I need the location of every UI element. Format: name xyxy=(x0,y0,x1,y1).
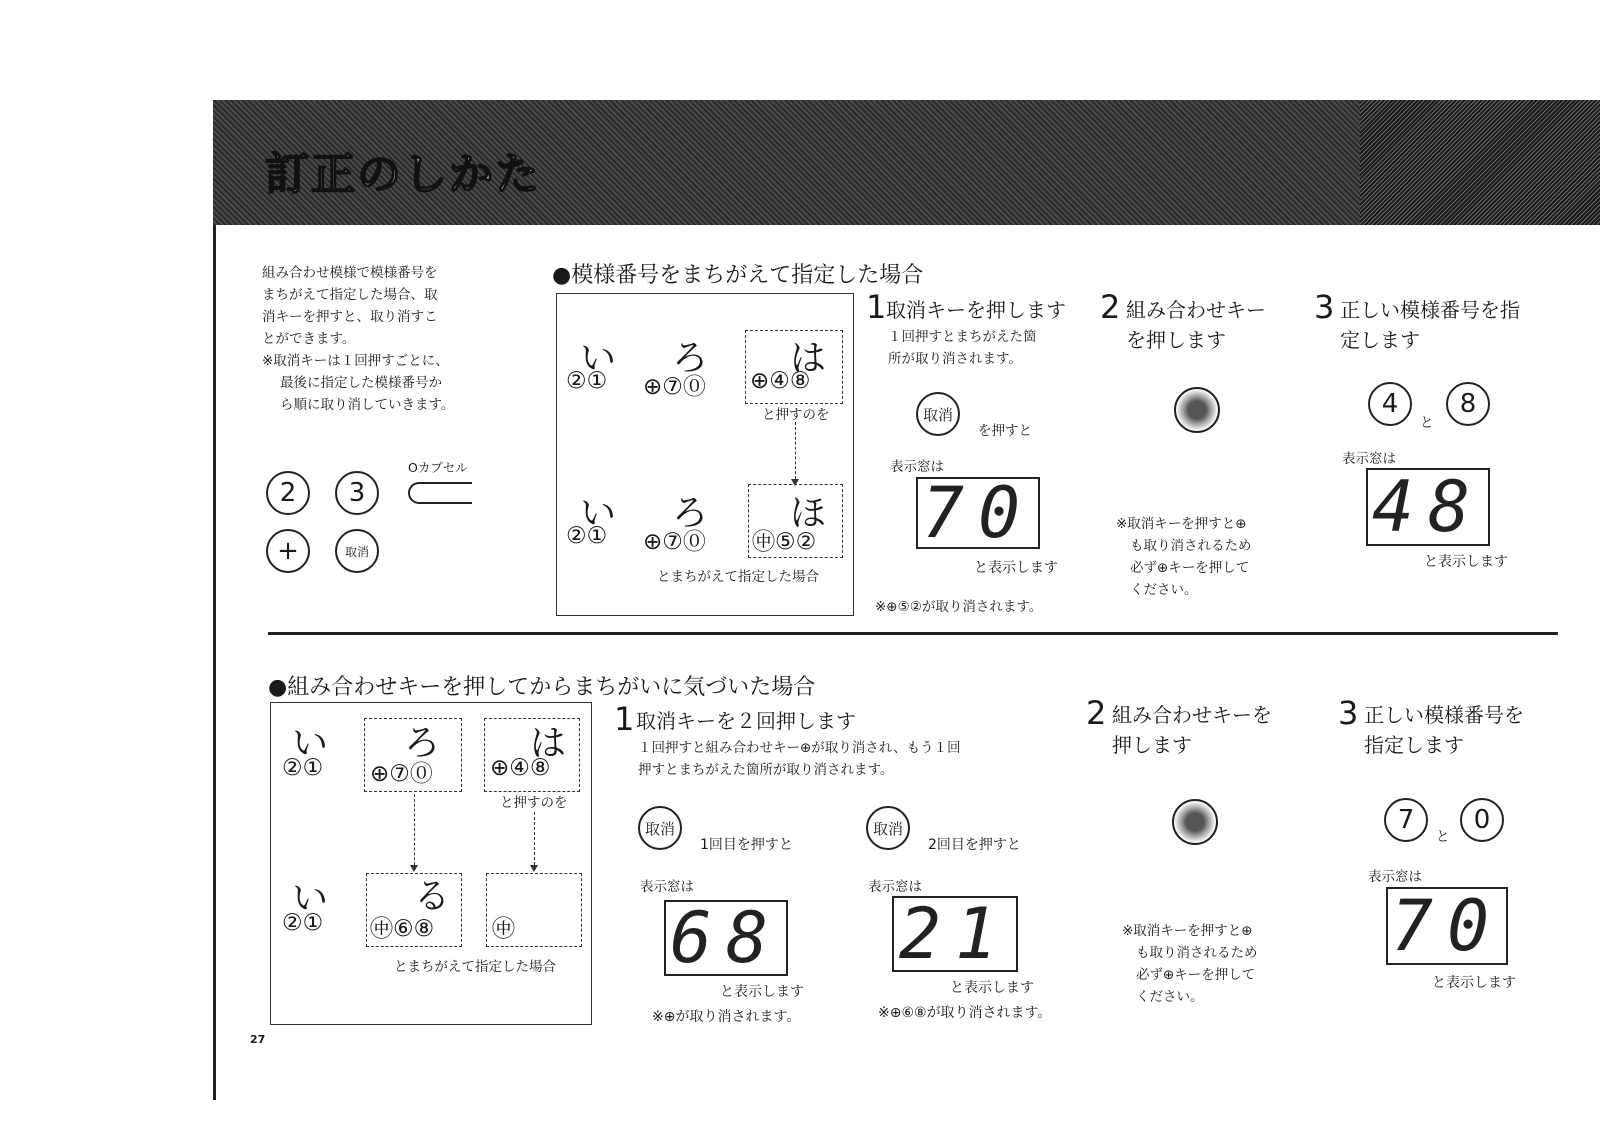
step-title-line: 指定します xyxy=(1364,733,1464,757)
plus-key-button[interactable]: + xyxy=(266,529,310,573)
intro-line: まちがえて指定した場合、取 xyxy=(262,287,438,303)
step-note-line: ください。 xyxy=(1130,582,1198,598)
section-divider xyxy=(268,632,1558,635)
step-title xyxy=(1364,700,1524,760)
display-window: 21 xyxy=(892,896,1018,972)
keys-ro: ⊕⑦⓪ xyxy=(643,529,706,555)
combination-key-icon[interactable] xyxy=(1172,799,1218,845)
display-label: 表示窓は xyxy=(890,459,944,475)
step-desc-line: １回押すとまちがえた箇 xyxy=(888,329,1037,345)
display-window: 70 xyxy=(1386,887,1508,965)
step-desc xyxy=(638,737,961,781)
step-title xyxy=(1112,700,1272,760)
step-note-line: も取り消されるため xyxy=(1130,538,1252,554)
step-title-line: 正しい模様番号を指 xyxy=(1340,298,1520,322)
page-title: 訂正のしかた xyxy=(265,149,541,200)
key-3-button[interactable]: 3 xyxy=(335,471,379,515)
cancel-key-button[interactable]: 取消 xyxy=(916,392,960,436)
intro-line: 組み合わせ模様で模様番号を xyxy=(262,265,438,281)
keys-i: ②① xyxy=(566,368,608,394)
press-text: 2回目を押すと xyxy=(928,837,1021,853)
keys-ho: ㊥⑤② xyxy=(752,529,817,555)
page-number: 27 xyxy=(250,1033,266,1046)
mistake-label: とまちがえて指定した場合 xyxy=(657,569,819,585)
press-text: を押すと xyxy=(978,423,1032,439)
section2-heading: ●組み合わせキーを押してからまちがいに気づいた場合 xyxy=(268,675,816,700)
step-note-line: 必ず⊕キーを押して xyxy=(1136,967,1256,983)
keys-i: ②① xyxy=(282,755,324,781)
display-label: 表示窓は xyxy=(868,879,922,895)
step-title-line: 押します xyxy=(1112,733,1192,757)
step-note-line: 必ず⊕キーを押して xyxy=(1130,560,1250,576)
intro-note: ら順に取り消していきます。 xyxy=(280,397,455,413)
step-note xyxy=(1116,513,1252,601)
step-number: 2 xyxy=(1086,694,1107,732)
kana-ro: ろ xyxy=(404,723,441,764)
step-title: 取消キーを押します xyxy=(886,298,1066,322)
step-note-line: も取り消されるため xyxy=(1136,945,1258,961)
kana-ru: る xyxy=(414,876,451,917)
kana-i: い xyxy=(292,878,329,919)
and-label: と xyxy=(1420,415,1434,431)
press-label: と押すのを xyxy=(500,795,568,811)
keys-ha: ⊕④⑧ xyxy=(750,368,811,394)
step-title-line: 正しい模様番号を xyxy=(1364,703,1524,727)
step-number: 2 xyxy=(1100,288,1121,326)
step-note: ※⊕⑥⑧が取り消されます。 xyxy=(878,1005,1052,1021)
step-title-line: を押します xyxy=(1126,328,1226,352)
step-number: 1 xyxy=(614,700,635,738)
display-suffix: と表示します xyxy=(1424,554,1508,570)
keys-ro: ⊕⑦⓪ xyxy=(643,374,706,400)
down-arrow xyxy=(534,812,535,870)
kana-i: い xyxy=(580,338,617,379)
kana-ro: ろ xyxy=(672,338,709,379)
step-title xyxy=(1126,295,1266,355)
intro-line: とができます。 xyxy=(262,331,356,347)
keys-last: ㊥ xyxy=(492,916,515,942)
press-text: 1回目を押すと xyxy=(700,837,793,853)
step-number: 3 xyxy=(1314,288,1335,326)
step-desc-line: 所が取り消されます。 xyxy=(888,351,1022,367)
intro-line: 消キーを押すと、取り消すこ xyxy=(262,309,438,325)
keys-ro: ⊕⑦⓪ xyxy=(370,761,433,787)
kana-ro: ろ xyxy=(672,493,709,534)
capsule-shape xyxy=(408,482,472,504)
step-note-line: ※取消キーを押すと⊕ xyxy=(1116,516,1247,532)
step-number: 1 xyxy=(866,288,887,326)
step-note-line: ※取消キーを押すと⊕ xyxy=(1122,923,1253,939)
section1-heading: ●模様番号をまちがえて指定した場合 xyxy=(552,263,924,288)
kana-ha: は xyxy=(530,723,567,764)
cancel-key-button[interactable]: 取消 xyxy=(866,806,910,850)
combination-key-icon[interactable] xyxy=(1174,387,1220,433)
step-title: 取消キーを２回押します xyxy=(636,709,856,733)
step-title xyxy=(1340,295,1520,355)
step-title-line: 組み合わせキーを xyxy=(1112,703,1272,727)
display-label: 表示窓は xyxy=(1342,451,1396,467)
step-title-line: 定します xyxy=(1340,328,1420,352)
kana-i: い xyxy=(292,723,329,764)
down-arrow xyxy=(795,422,796,484)
step-note-line: ください。 xyxy=(1136,989,1204,1005)
intro-note: ※取消キーは１回押すごとに、 xyxy=(262,353,449,369)
key-8-button[interactable]: 8 xyxy=(1446,382,1490,426)
step-desc-line: １回押すと組み合わせキー⊕が取り消され、もう１回 xyxy=(638,740,961,756)
step-desc xyxy=(888,326,1037,370)
cancel-key-button[interactable]: 取消 xyxy=(638,806,682,850)
keys-ru: ㊥⑥⑧ xyxy=(370,916,435,942)
keys-ha: ⊕④⑧ xyxy=(490,755,551,781)
cancel-key-button[interactable]: 取消 xyxy=(335,529,379,573)
display-suffix: と表示します xyxy=(950,980,1034,996)
kana-ha: は xyxy=(790,338,827,379)
keys-i: ②① xyxy=(282,910,324,936)
key-4-button[interactable]: 4 xyxy=(1368,382,1412,426)
key-7-button[interactable]: 7 xyxy=(1384,798,1428,842)
mistake-label: とまちがえて指定した場合 xyxy=(394,959,556,975)
display-window: 48 xyxy=(1366,468,1490,546)
kana-i: い xyxy=(580,493,617,534)
intro-note: 最後に指定した模様番号か xyxy=(280,375,442,391)
step-title-line: 組み合わせキー xyxy=(1126,298,1266,322)
display-label: 表示窓は xyxy=(1368,869,1422,885)
press-label: と押すのを xyxy=(762,407,830,423)
capsule-label: Oカプセル xyxy=(408,460,468,475)
display-suffix: と表示します xyxy=(974,560,1058,576)
intro-text xyxy=(262,262,502,416)
step-desc-line: 押すとまちがえた箇所が取り消されます。 xyxy=(638,762,894,778)
display-suffix: と表示します xyxy=(1432,975,1516,991)
step-note: ※⊕が取り消されます。 xyxy=(652,1009,801,1025)
step-note: ※⊕⑤②が取り消されます。 xyxy=(875,599,1043,615)
down-arrow xyxy=(414,794,415,870)
key-2-button[interactable]: 2 xyxy=(266,471,310,515)
and-label: と xyxy=(1436,829,1450,845)
step-note xyxy=(1122,920,1258,1008)
display-window: 70 xyxy=(916,477,1040,549)
key-0-button[interactable]: 0 xyxy=(1460,798,1504,842)
keys-i: ②① xyxy=(566,523,608,549)
kana-ho: ほ xyxy=(790,493,827,534)
display-suffix: と表示します xyxy=(720,984,804,1000)
display-window: 68 xyxy=(664,900,788,976)
display-label: 表示窓は xyxy=(640,879,694,895)
step-number: 3 xyxy=(1338,694,1359,732)
